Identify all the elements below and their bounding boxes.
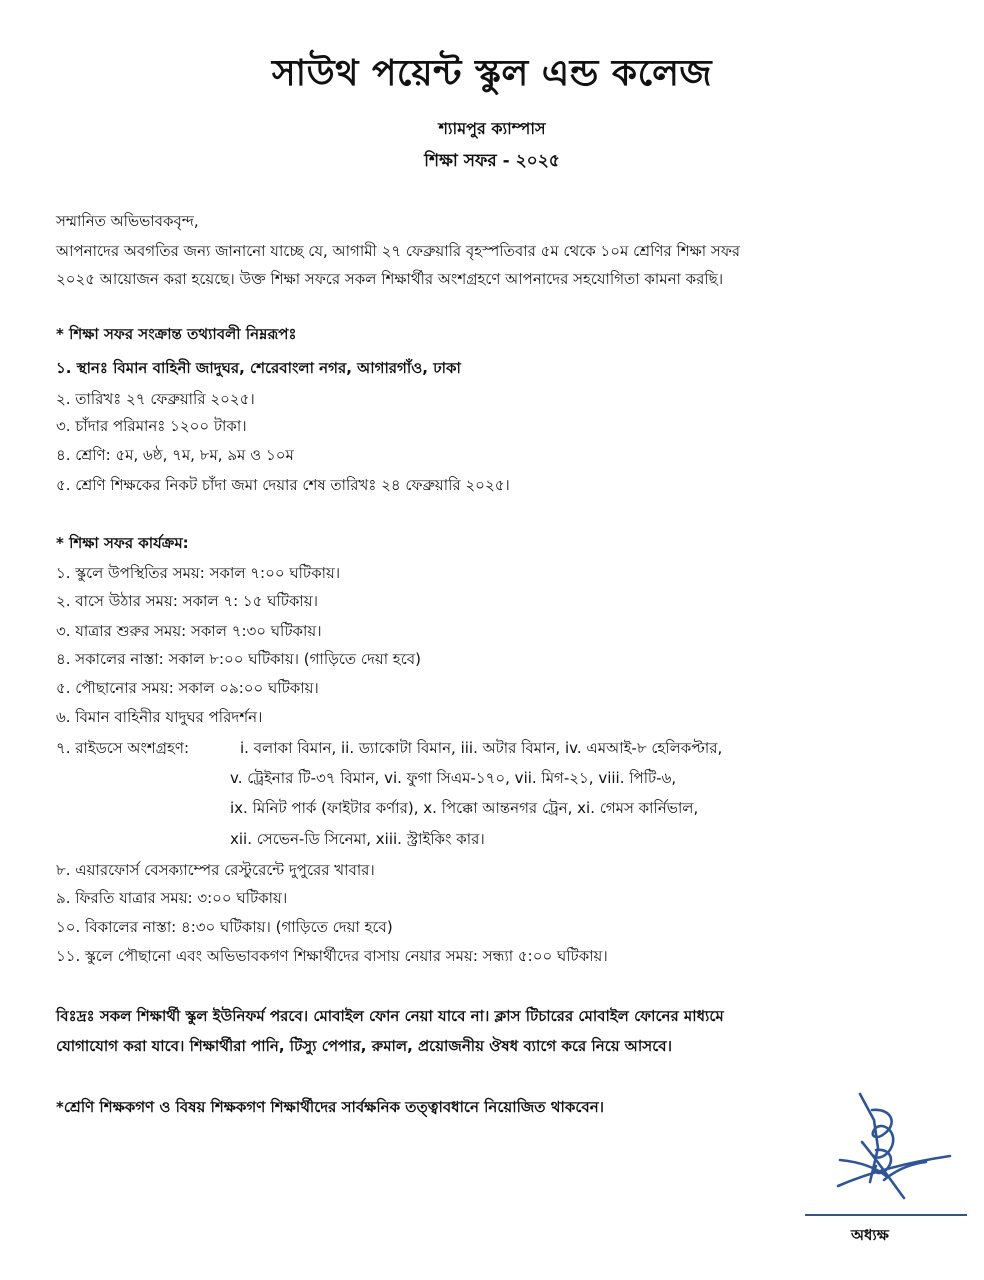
schedule-item: ৫. পৌছানোর সময়: সকাল ০৯:০০ ঘটিকায়। [56, 679, 319, 697]
info-item-deadline: ৫. শ্রেণি শিক্ষকের নিকট চাঁদা জমা দেয়ার শেষ তারিখঃ ২৪ ফেব্রুয়ারি ২০২৫। [56, 476, 510, 494]
intro-line-2: ২০২৫ আয়োজন করা হয়েছে। উক্ত শিক্ষা সফরে সকল শিক্ষার্থীর অংশগ্রহণে আপনাদের সহযোগিতা কামনা করছি। [56, 270, 724, 288]
rides-line: ix. মিনিট পার্ক (ফাইটার কর্ণার), x. পিক্কো আন্তনগর ট্রেন, xi. গেমস কার্নিভাল, [230, 799, 699, 817]
school-name: সাউথ পয়েন্ট স্কুল এন্ড কলেজ [271, 53, 713, 94]
info-item-location: ১. স্থানঃ বিমান বাহিনী জাদুঘর, শেরেবাংলা নগর, আগারগাঁও, ঢাকা [56, 359, 461, 377]
signature-image [800, 1090, 970, 1210]
schedule-item: ৬. বিমান বাহিনীর যাদুঘর পরিদর্শন। [56, 708, 263, 726]
info-item-classes: ৪. শ্রেণি: ৫ম, ৬ষ্ঠ, ৭ম, ৮ম, ৯ম ও ১০ম [56, 446, 294, 464]
schedule-item: ৮. এয়ারফোর্স বেসক্যাম্পের রেস্টুরেন্টে দুপুরের খাবার। [56, 861, 375, 879]
rides-label: ৭. রাইডসে অংশগ্রহণ: [56, 739, 189, 757]
info-item-fee: ৩. চাঁদার পরিমানঃ ১২০০ টাকা। [56, 417, 247, 435]
note-line-1: বিঃদ্রঃ সকল শিক্ষার্থী স্কুল ইউনিফর্ম পরবে। মোবাইল ফোন নেয়া যাবে না। ক্লাস টিচারের মোবাইল ফোনের মাধ্যমে [56, 1007, 724, 1025]
schedule-item: ১১. স্কুলে পৌছানো এবং অভিভাবকগণ শিক্ষার্থীদের বাসায় নেয়ার সময়: সন্ধ্যা ৫:০০ ঘটিকায়। [56, 947, 608, 965]
schedule-heading: * শিক্ষা সফর কার্যক্রম: [56, 534, 189, 552]
schedule-item: ১০. বিকালের নাস্তা: ৪:৩০ ঘটিকায়। (গাড়িতে দেয়া হবে) [56, 918, 393, 936]
note-line-2: যোগাযোগ করা যাবে। শিক্ষার্থীরা পানি, টিস্যু পেপার, রুমাল, প্রয়োজনীয় ঔষধ ব্যাগে করে নিয়ে আসবে। [56, 1037, 672, 1055]
intro-line-1: আপনাদের অবগতির জন্য জানানো যাচ্ছে যে, আগামী ২৭ ফেব্রুয়ারি বৃহস্পতিবার ৫ম থেকে ১০ম শ্রেণির শিক্ষা সফর [56, 242, 741, 260]
rides-line: i. বলাকা বিমান, ii. ড্যাকোটা বিমান, iii. অটার বিমান, iv. এমআই-৮ হেলিকপ্টার, [240, 739, 723, 757]
schedule-item: ৯. ফিরতি যাত্রার সময়: ৩:০০ ঘটিকায়। [56, 889, 288, 907]
info-heading: * শিক্ষা সফর সংক্রান্ত তথ্যাবলী নিম্নরূপঃ [56, 325, 297, 343]
event-title: শিক্ষা সফর - ২০২৫ [424, 151, 560, 171]
signature-line [805, 1214, 967, 1216]
rides-line: xii. সেভেন-ডি সিনেমা, xiii. স্ট্রাইকিং কার। [230, 830, 485, 848]
schedule-item: ১. স্কুলে উপস্থিতির সময়: সকাল ৭:০০ ঘটিকায়। [56, 564, 341, 582]
rides-line: v. ট্রেইনার টি-৩৭ বিমান, vi. ফুগা সিএম-১৭০, vii. মিগ-২১, viii. পিটি-৬, [230, 769, 677, 787]
footer-note: *শ্রেণি শিক্ষকগণ ও বিষয় শিক্ষকগণ শিক্ষার্থীদের সার্বক্ষনিক তত্ত্বাবধানে নিয়োজিত থাকবেন। [56, 1098, 605, 1116]
principal-title: অধ্যক্ষ [851, 1226, 889, 1244]
salutation: সম্মানিত অভিভাবকবৃন্দ, [56, 212, 199, 230]
schedule-item: ২. বাসে উঠার সময়: সকাল ৭: ১৫ ঘটিকায়। [56, 592, 318, 610]
info-item-date: ২. তারিখঃ ২৭ ফেব্রুয়ারি ২০২৫। [56, 390, 255, 408]
campus-name: শ্যামপুর ক্যাম্পাস [438, 119, 546, 138]
schedule-item: ৩. যাত্রার শুরুর সময়: সকাল ৭:৩০ ঘটিকায়। [56, 622, 322, 640]
schedule-item: ৪. সকালের নাস্তা: সকাল ৮:০০ ঘটিকায়। (গাড়িতে দেয়া হবে) [56, 650, 421, 668]
